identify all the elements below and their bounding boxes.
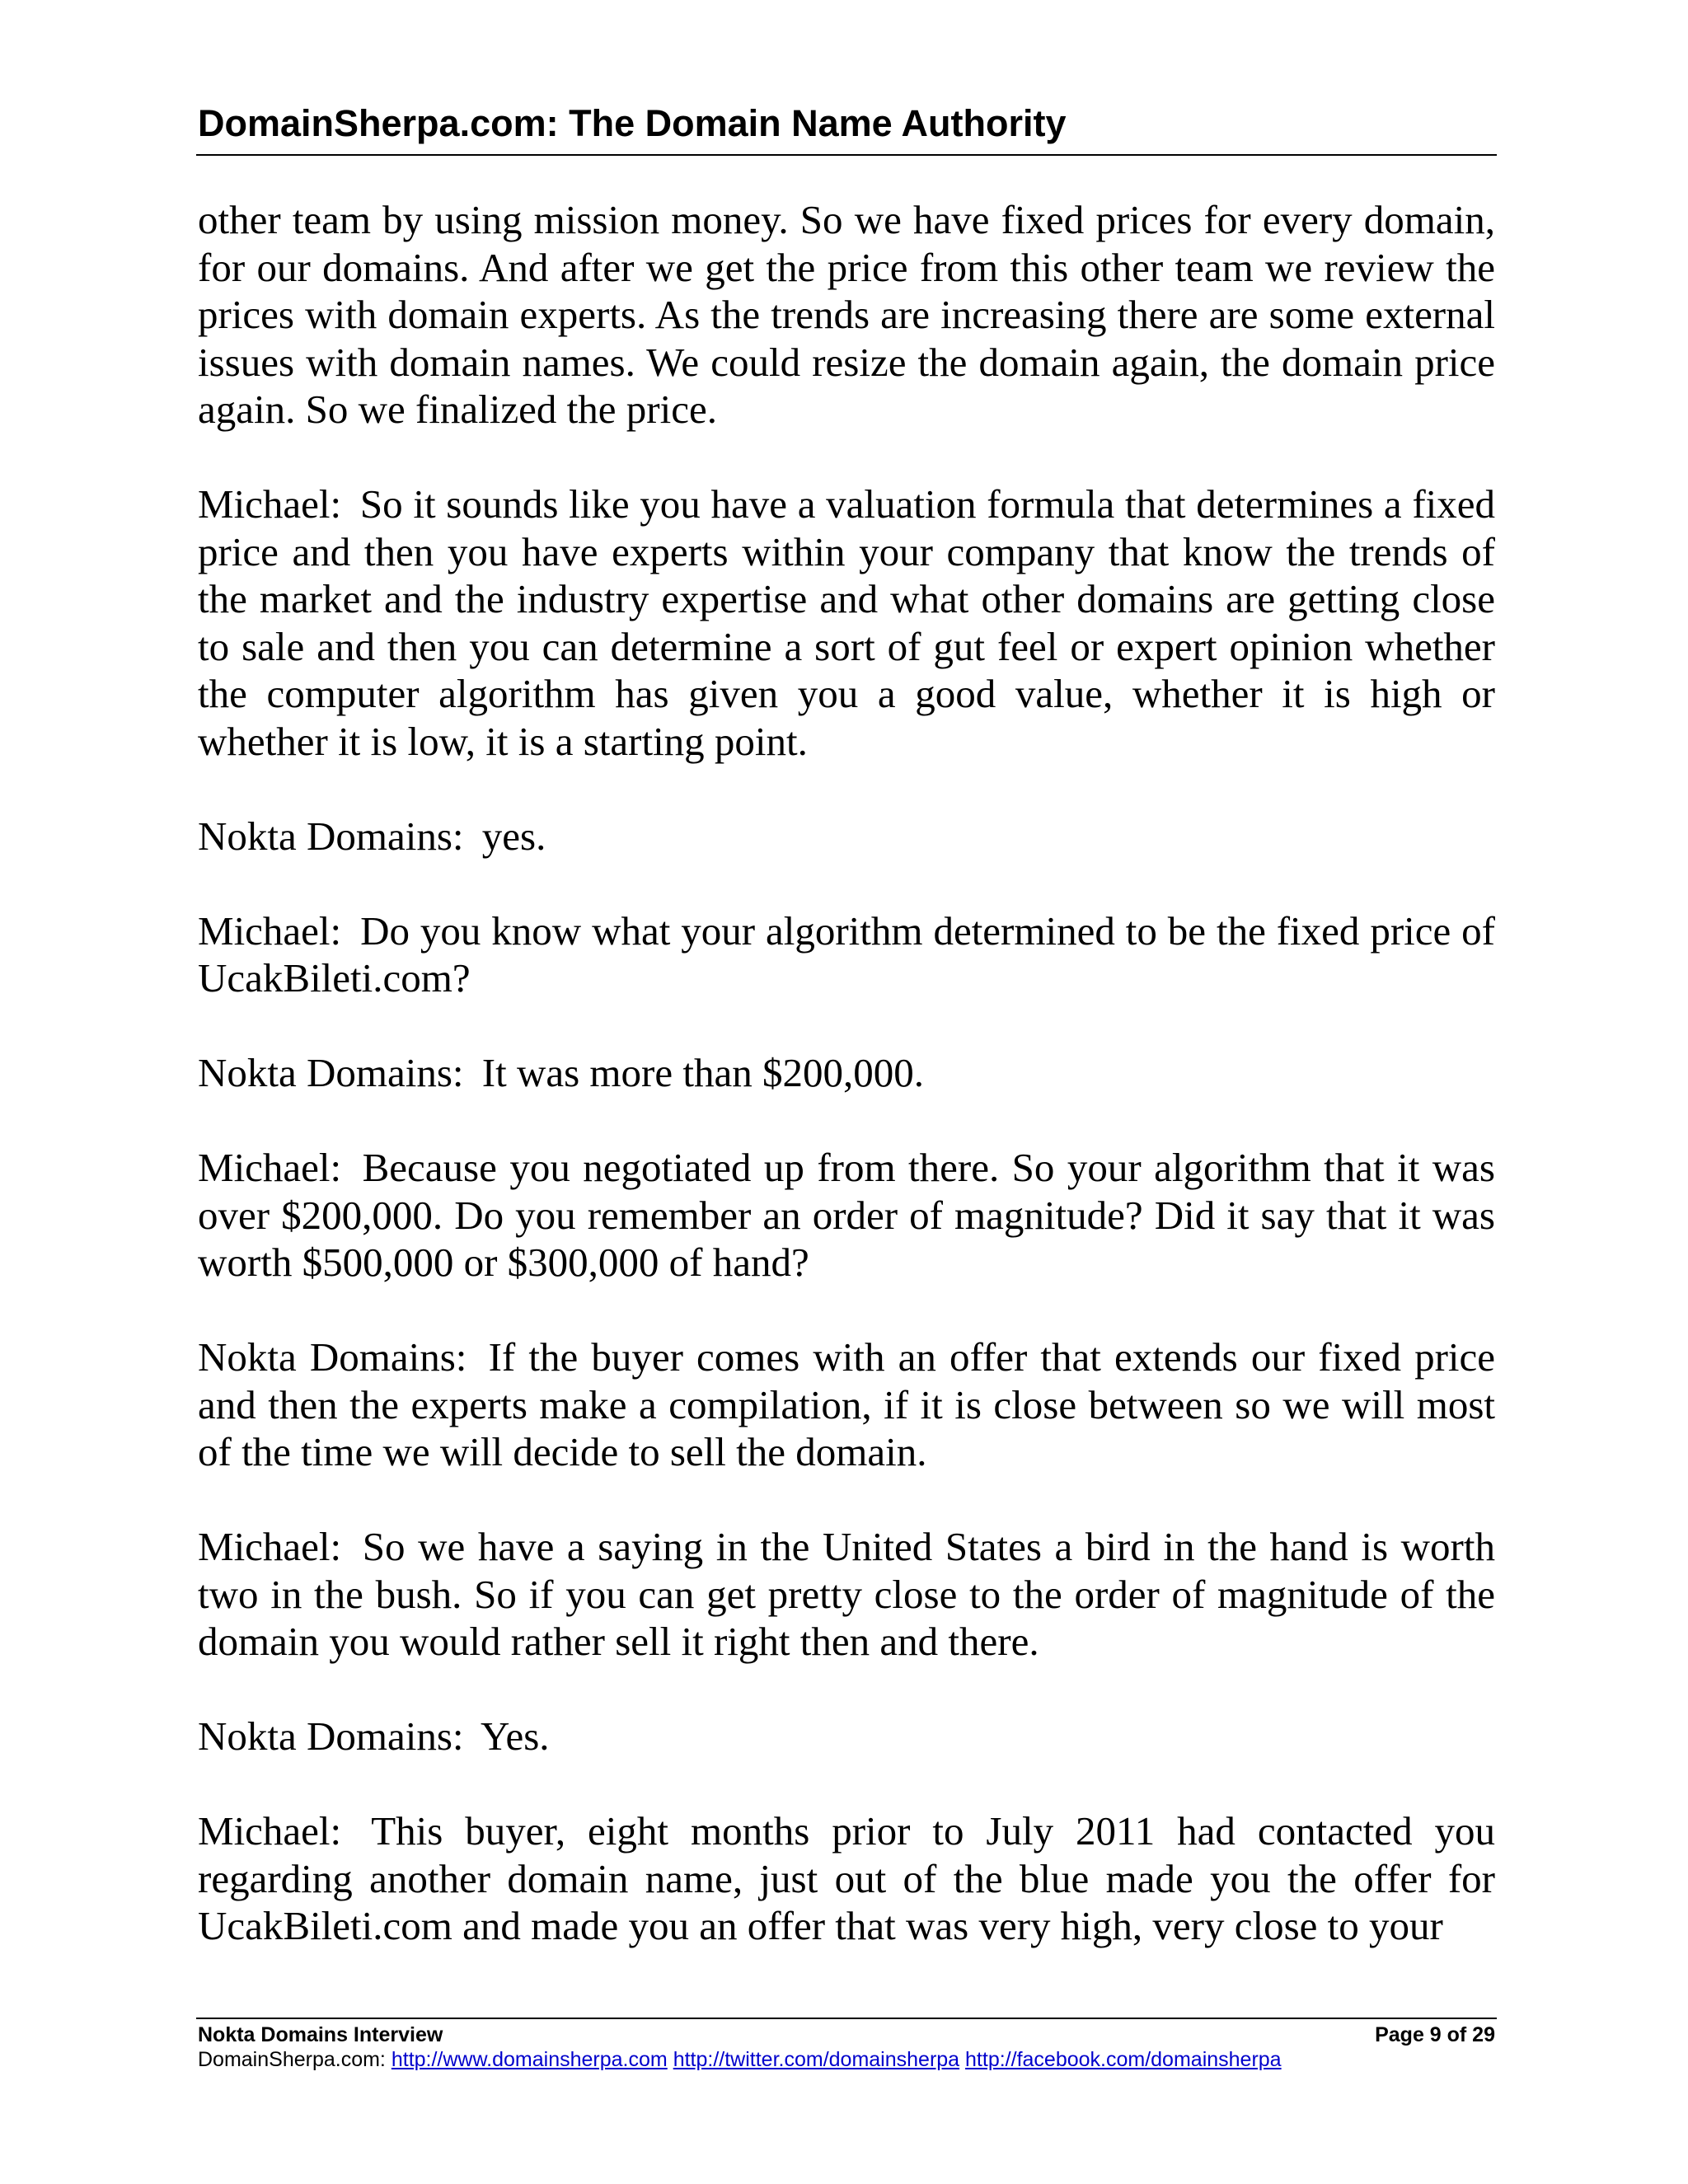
paragraph — [198, 480, 1495, 765]
speaker-label: Michael: — [198, 1145, 342, 1190]
paragraph-text: Do you know what your algorithm determined to be the fixed price of UcakBileti.com? — [198, 907, 1495, 1001]
speaker-label: Michael: — [198, 907, 342, 954]
paragraph-text: other team by using mission money. So we have fixed prices for every domain, for our domains. And after we get the price from this other team we review the prices with domain experts. As the trends are increasing there are some external issues with domain names. We could resize the domain again, the domain price again. So we finalized the price. — [198, 197, 1495, 432]
paragraph — [198, 1144, 1495, 1286]
paragraph-text: So we have a saying in the United States a bird in the hand is worth two in the bush. So if you can get pretty close to the order of magnitude of the domain you would rather sell it right then and there. — [198, 1524, 1495, 1664]
paragraph-text: Because you negotiated up from there. So your algorithm that it was over $200,000. Do you remember an order of magnitude? Did it say that it was worth $500,000 or $300,000 of hand? — [198, 1145, 1495, 1285]
paragraph — [198, 813, 1495, 860]
speaker-label: Nokta Domains: — [198, 1713, 464, 1759]
page-header-title: DomainSherpa.com: The Domain Name Authority — [198, 102, 1067, 144]
speaker-label: Michael: — [198, 1808, 342, 1854]
paragraph — [198, 1523, 1495, 1666]
footer-doc-title: Nokta Domains Interview — [198, 2023, 443, 2046]
footer-link-facebook[interactable]: http://facebook.com/domainsherpa — [965, 2048, 1282, 2071]
footer-title-row — [198, 2022, 1495, 2047]
paragraph-text: It was more than $200,000. — [481, 1050, 924, 1095]
speaker-label: Nokta Domains: — [198, 1050, 464, 1095]
paragraph-text: Yes. — [480, 1713, 550, 1759]
paragraph — [198, 1713, 1495, 1760]
paragraph — [198, 1333, 1495, 1476]
speaker-label: Michael: — [198, 1524, 342, 1569]
speaker-label: Michael: — [198, 481, 342, 527]
header-divider — [196, 154, 1497, 156]
paragraph — [198, 907, 1495, 1002]
speaker-label: Nokta Domains: — [198, 1334, 467, 1380]
footer-site-label: DomainSherpa.com: — [198, 2048, 386, 2071]
paragraph — [198, 1049, 1495, 1097]
footer-link-website[interactable]: http://www.domainsherpa.com — [391, 2048, 668, 2071]
paragraph-text: So it sounds like you have a valuation formula that determines a fixed price and then you have experts within your company that know the trends of the market and the industry expertise and what other domains are getting close to sale and then you can determine a sort of gut feel or expert opinion whether the computer algorithm has given you a good value, whether it is high or whether it is low, it is a starting point. — [198, 481, 1496, 764]
paragraph — [198, 196, 1495, 434]
paragraph-text: This buyer, eight months prior to July 2011 had contacted you regarding another domain name, just out of the blue made you the offer for UcakBileti.com and made you an offer that was very high, very close to your — [198, 1808, 1496, 1948]
paragraph-text: If the buyer comes with an offer that extends our fixed price and then the experts make a compilation, if it is close between so we will most of the time we will decide to sell the domain. — [198, 1334, 1496, 1474]
transcript-body — [198, 196, 1495, 1997]
speaker-label: Nokta Domains: — [198, 813, 464, 859]
footer-page-number: Page 9 of 29 — [1375, 2023, 1495, 2046]
paragraph — [198, 1807, 1495, 1950]
footer-links-row — [198, 2047, 1495, 2072]
paragraph-text: yes. — [481, 813, 546, 859]
footer-link-twitter[interactable]: http://twitter.com/domainsherpa — [673, 2048, 960, 2071]
footer-divider — [196, 2018, 1497, 2019]
